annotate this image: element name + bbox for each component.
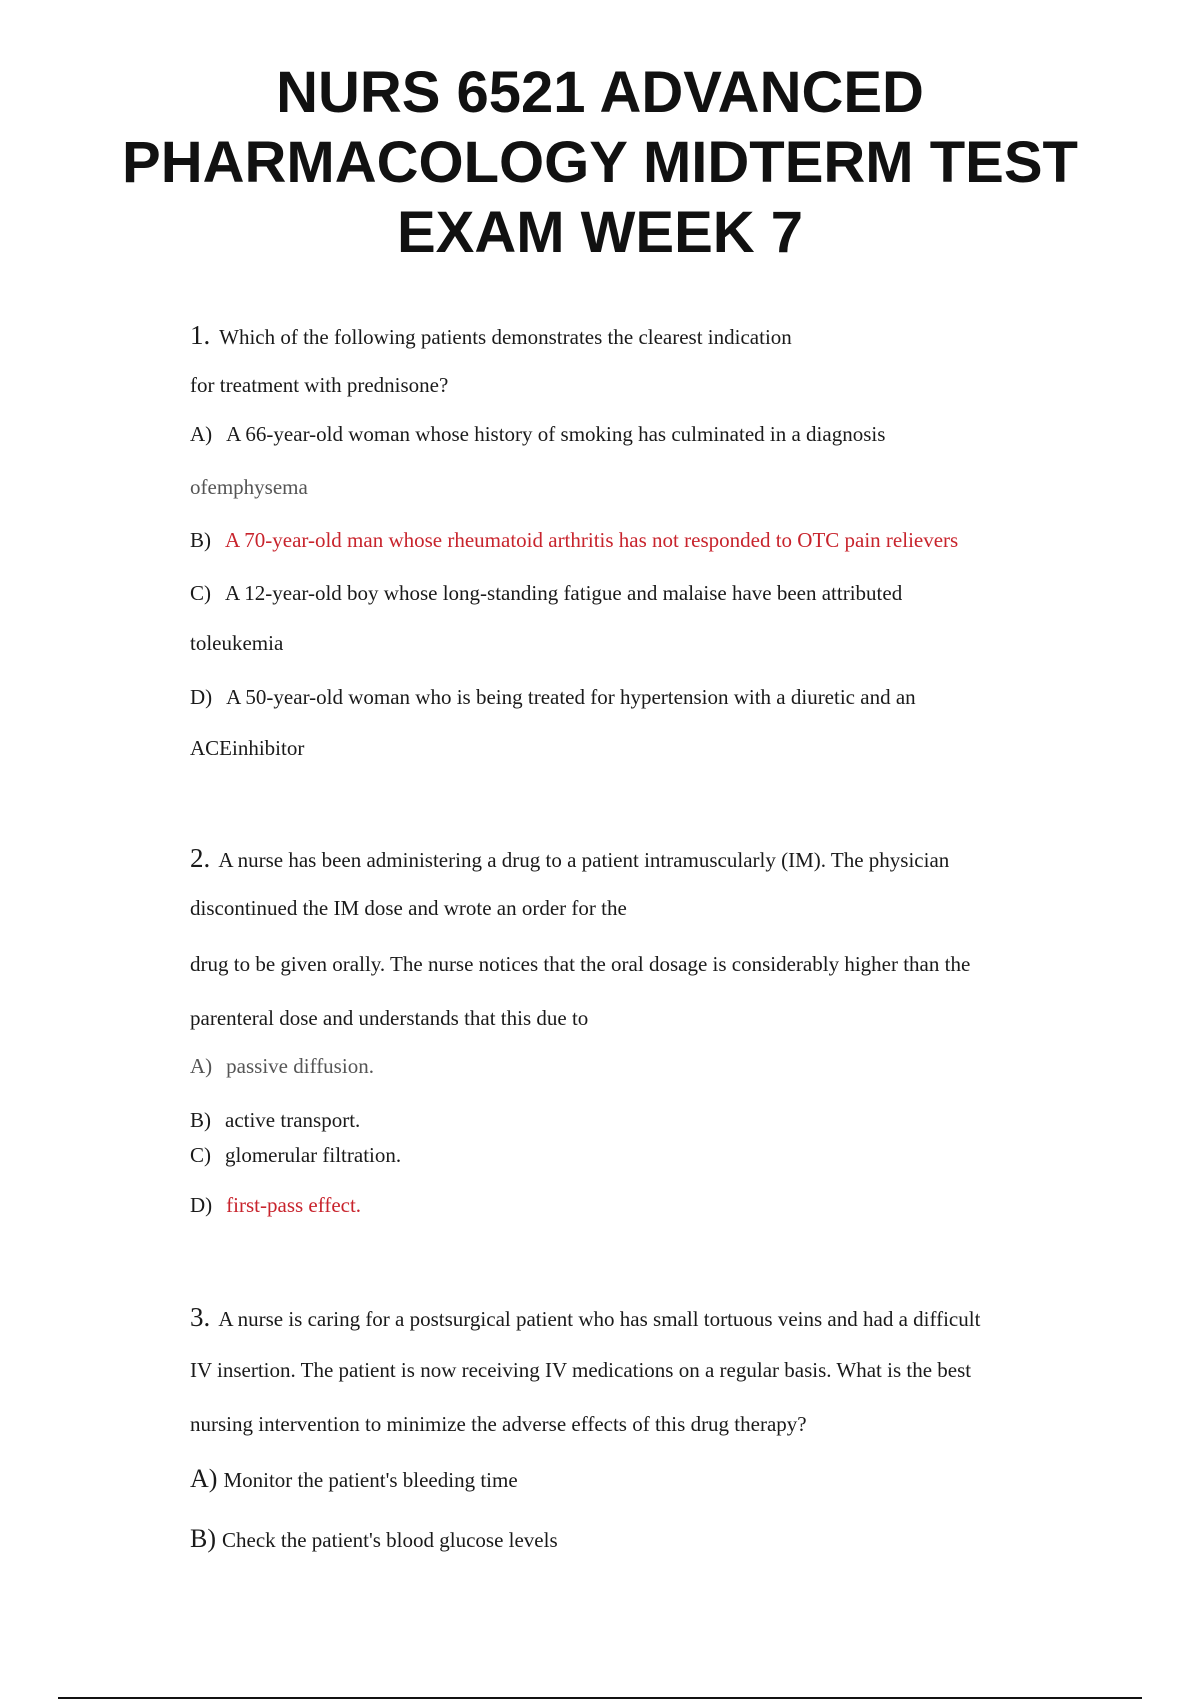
option-text: Monitor the patient's bleeding time [223, 1468, 518, 1492]
question-1-option-a [190, 421, 885, 447]
question-stem-line: for treatment with prednisone? [190, 373, 449, 397]
question-2-stem [190, 845, 949, 873]
question-1-option-d [190, 684, 916, 710]
correct-answer-text: A 70-year-old man whose rheumatoid arthritis has not responded to OTC pain relievers [225, 528, 959, 552]
title-line-3: EXAM WEEK 7 [396, 200, 804, 265]
question-1-stem [190, 322, 792, 350]
question-number: 1. [190, 320, 211, 350]
option-text: A 12-year-old boy whose long-standing fatigue and malaise have been attributed [225, 581, 903, 605]
question-stem-line: nursing intervention to minimize the adverse effects of this drug therapy? [190, 1412, 807, 1436]
option-text: A 50-year-old woman who is being treated for hypertension with a diuretic and an [226, 685, 916, 709]
option-text: glomerular filtration. [225, 1143, 402, 1167]
document-title [0, 58, 1200, 268]
question-3-stem [190, 1304, 980, 1332]
option-letter: B) [190, 1524, 216, 1553]
option-letter: C) [190, 581, 211, 605]
question-stem-line: Which of the following patients demonstrates the clearest indication [219, 325, 792, 349]
option-letter: D) [190, 1193, 213, 1217]
question-2-option-d-answer [190, 1192, 361, 1218]
option-text: active transport. [225, 1108, 361, 1132]
question-3-option-a [190, 1466, 518, 1493]
bottom-rule [58, 1697, 1142, 1699]
question-3-option-b [190, 1526, 558, 1553]
option-letter: A) [190, 1054, 213, 1078]
option-letter: D) [190, 685, 213, 709]
question-1-option-c [190, 580, 902, 606]
title-line-1: NURS 6521 ADVANCED [276, 60, 924, 125]
option-text-continuation: toleukemia [190, 631, 284, 655]
option-letter: B) [190, 1108, 211, 1132]
option-letter: A) [190, 1464, 218, 1493]
correct-answer-text: first-pass effect. [226, 1193, 362, 1217]
option-text-continuation: ACEinhibitor [190, 736, 305, 760]
question-stem-line: discontinued the IM dose and wrote an order for the [190, 896, 627, 920]
option-letter: C) [190, 1143, 211, 1167]
question-2-option-c [190, 1142, 401, 1168]
question-stem-line: drug to be given orally. The nurse notices that the oral dosage is considerably higher than the [190, 952, 971, 976]
option-text: A 66-year-old woman whose history of smoking has culminated in a diagnosis [226, 422, 886, 446]
title-line-2: PHARMACOLOGY MIDTERM TEST [122, 130, 1078, 195]
question-2-option-b [190, 1107, 360, 1133]
question-stem-line: parenteral dose and understands that this due to [190, 1006, 589, 1030]
question-stem-line: A nurse is caring for a postsurgical patient who has small tortuous veins and had a difficult [218, 1307, 981, 1331]
option-text: Check the patient's blood glucose levels [222, 1528, 558, 1552]
question-stem-line: A nurse has been administering a drug to a patient intramuscularly (IM). The physician [218, 848, 950, 872]
question-1-option-b-answer [190, 527, 958, 553]
option-text: passive diffusion. [226, 1054, 374, 1078]
question-2-option-a [190, 1053, 374, 1079]
question-stem-line: IV insertion. The patient is now receiving IV medications on a regular basis. What is the best [190, 1358, 972, 1382]
option-letter: B) [190, 528, 211, 552]
option-letter: A) [190, 422, 213, 446]
option-text-continuation: ofemphysema [190, 475, 308, 499]
question-number: 3. [190, 1302, 211, 1332]
question-number: 2. [190, 843, 211, 873]
